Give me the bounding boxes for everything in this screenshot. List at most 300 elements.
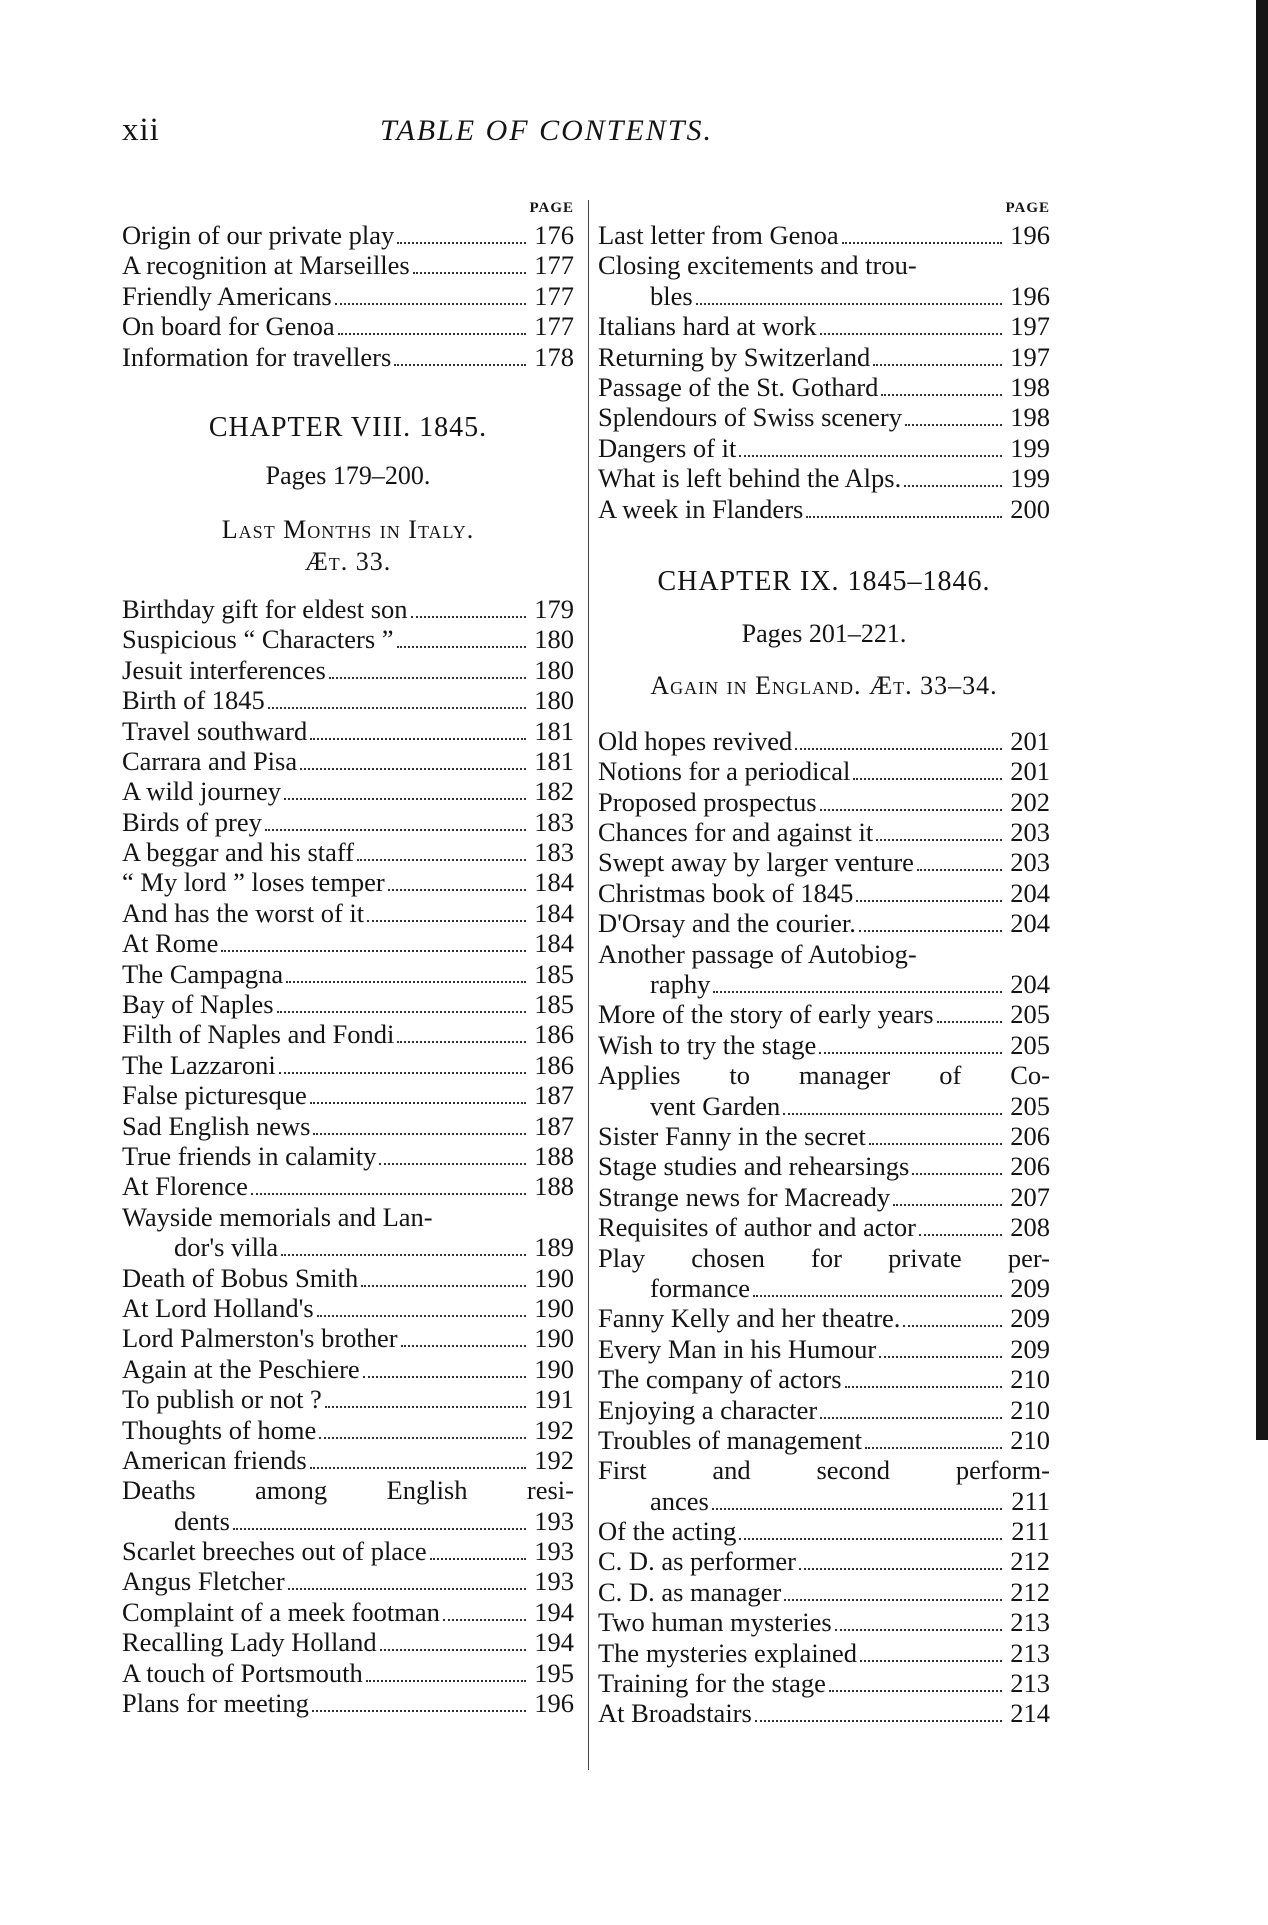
leader-dots (329, 677, 526, 679)
toc-entry (598, 1638, 1050, 1668)
entry-title: Angus Fletcher (122, 1566, 285, 1597)
leader-dots (739, 1538, 1002, 1540)
entry-title: Italians hard at work (598, 311, 817, 342)
entry-page: 196 (1010, 220, 1050, 250)
entry-page: 180 (534, 624, 574, 655)
toc-entry (122, 1111, 574, 1141)
entry-title: Travel southward (122, 715, 308, 746)
toc-entry (122, 655, 574, 685)
toc-list (598, 311, 1050, 524)
toc-entry (598, 1577, 1050, 1607)
leader-dots (394, 364, 526, 366)
toc-entry (122, 1019, 574, 1049)
spacer (122, 372, 574, 412)
toc-entry (122, 1688, 574, 1718)
entry-title: formance (650, 1272, 751, 1303)
chapter-subtitle: Again in England. Æt. 33–34. (650, 670, 998, 700)
toc-entry (598, 1121, 1050, 1151)
entry-page: 198 (1010, 402, 1050, 433)
leader-dots (388, 889, 526, 891)
entry-title: Plans for meeting (122, 1688, 309, 1719)
entry-title: A beggar and his staff (122, 837, 355, 868)
entry-page: 185 (534, 958, 574, 989)
toc-entry (122, 1627, 574, 1657)
leader-dots (865, 1447, 1002, 1449)
leader-dots (873, 364, 1002, 366)
entry-title: True friends in calamity (122, 1140, 377, 1171)
entry-page: 182 (534, 776, 574, 807)
entry-page: 184 (534, 867, 574, 898)
toc-entry (122, 1658, 574, 1688)
toc-entry (122, 1566, 574, 1596)
entry-page: 207 (1010, 1181, 1050, 1212)
entry-title: vent Garden (650, 1090, 781, 1121)
leader-dots (397, 1041, 526, 1043)
toc-entry (122, 989, 574, 1019)
entry-title: The Lazzaroni (122, 1049, 276, 1080)
toc-entry (598, 433, 1050, 463)
entry-page: 204 (1010, 969, 1050, 1000)
entry-page: 211 (1011, 1485, 1050, 1516)
leader-dots (313, 1133, 526, 1135)
toc-entry (122, 281, 574, 311)
entry-page: 201 (1010, 756, 1050, 787)
toc-entry (122, 807, 574, 837)
toc-entry (122, 594, 574, 624)
toc-entry (598, 1668, 1050, 1698)
entry-title: On board for Genoa (122, 311, 335, 342)
entry-page: 180 (534, 685, 574, 716)
toc-entry (598, 311, 1050, 341)
toc-entry (122, 1080, 574, 1110)
leader-dots (696, 303, 1002, 305)
toc-entry (122, 311, 574, 341)
entry-title: The mysteries explained (598, 1637, 858, 1668)
leader-dots (917, 869, 1002, 871)
entry-title: A wild journey (122, 776, 281, 807)
entry-title: Suspicious “ Characters ” (122, 624, 394, 655)
leader-dots (310, 1102, 526, 1104)
spacer (598, 650, 1050, 670)
entry-title: Requisites of author and actor (598, 1212, 916, 1243)
leader-dots (859, 930, 1002, 932)
toc-entry (598, 1395, 1050, 1425)
toc-entry (598, 787, 1050, 817)
entry-title: Enjoying a character (598, 1394, 818, 1425)
toc-entry (122, 898, 574, 928)
entry-page: 196 (534, 1688, 574, 1719)
entry-page: 193 (534, 1566, 574, 1597)
entry-title: Fanny Kelly and her theatre. (598, 1303, 901, 1334)
entry-title: Complaint of a meek footman (122, 1596, 440, 1627)
entry-page: 213 (1010, 1668, 1050, 1699)
toc-entry (122, 1323, 574, 1353)
toc-entry (122, 1597, 574, 1627)
toc-entry (598, 372, 1050, 402)
leader-dots (919, 1234, 1002, 1236)
leader-dots (380, 1649, 526, 1651)
entry-title: Notions for a periodical (598, 756, 851, 787)
toc-list (598, 1516, 1050, 1729)
entry-title: C. D. as performer (598, 1546, 796, 1577)
entry-title: Proposed prospectus (598, 786, 817, 817)
toc-entry (598, 281, 1050, 311)
entry-title: Every Man in his Humour (598, 1333, 877, 1364)
entry-title: Information for travellers (122, 341, 392, 372)
entry-page: 188 (534, 1171, 574, 1202)
entry-page: 197 (1010, 341, 1050, 372)
leader-dots (397, 646, 526, 648)
entry-title: Birth of 1845 (122, 685, 265, 716)
entry-page: 177 (534, 311, 574, 342)
entry-page: 210 (1010, 1424, 1050, 1455)
leader-dots (869, 1143, 1002, 1145)
leader-dots (397, 242, 526, 244)
leader-dots (335, 303, 526, 305)
entry-title: What is left behind the Alps. (598, 463, 902, 494)
entry-page: 205 (1010, 1029, 1050, 1060)
entry-page: 199 (1010, 432, 1050, 463)
leader-dots (325, 1406, 526, 1408)
toc-entry-wrap: Closing excitements and trou- (598, 250, 917, 281)
entry-page: 201 (1010, 725, 1050, 756)
entry-page: 188 (534, 1140, 574, 1171)
leader-dots (739, 455, 1002, 457)
entry-title: More of the story of early years (598, 999, 934, 1030)
entry-page: 187 (534, 1080, 574, 1111)
entry-title: Sister Fanny in the secret (598, 1120, 866, 1151)
toc-entry (122, 250, 574, 280)
leader-dots (300, 768, 526, 770)
entry-title: Swept away by larger venture (598, 847, 914, 878)
leader-dots (430, 1558, 526, 1560)
toc-list (598, 999, 1050, 1060)
toc-entry (598, 220, 1050, 250)
entry-page: 210 (1010, 1394, 1050, 1425)
entry-page: 204 (1010, 877, 1050, 908)
page-header (122, 112, 802, 152)
leader-dots (288, 1588, 526, 1590)
leader-dots (903, 1325, 1002, 1327)
entry-title: Origin of our private play (122, 220, 395, 250)
leader-dots (799, 1568, 1002, 1570)
leader-dots (784, 1599, 1002, 1601)
toc-entry (598, 1030, 1050, 1060)
leader-dots (755, 1720, 1002, 1722)
left-column (122, 200, 574, 1718)
entry-page: 194 (534, 1596, 574, 1627)
leader-dots (268, 707, 526, 709)
toc-entry (122, 1050, 574, 1080)
leader-dots (277, 1011, 526, 1013)
leader-dots (712, 1508, 1002, 1510)
toc-entry-wrap: Play chosen for private per- (598, 1242, 1050, 1273)
entry-page: 200 (1010, 493, 1050, 524)
entry-page: 208 (1010, 1212, 1050, 1243)
entry-title: Christmas book of 1845 (598, 877, 854, 908)
toc-list (122, 220, 574, 372)
entry-title: Friendly Americans (122, 280, 332, 311)
toc-entry (598, 402, 1050, 432)
page-column-label: PAGE (529, 200, 574, 216)
leader-dots (842, 242, 1002, 244)
toc-entry (598, 908, 1050, 938)
chapter-age: Æt. 33. (304, 546, 392, 576)
entry-page: 185 (534, 989, 574, 1020)
entry-title: Passage of the St. Gothard (598, 371, 879, 402)
entry-page: 196 (1010, 280, 1050, 311)
leader-dots (251, 1193, 526, 1195)
entry-title: ances (650, 1485, 709, 1516)
entry-title: bles (650, 280, 693, 311)
toc-entry (598, 1334, 1050, 1364)
leader-dots (860, 1660, 1002, 1662)
toc-entry (122, 1171, 574, 1201)
entry-title: Again at the Peschiere (122, 1353, 360, 1384)
right-column (598, 200, 1050, 1729)
toc-entry (598, 342, 1050, 372)
toc-entry-wrap: Deaths among English resi- (122, 1475, 574, 1506)
entry-title: Last letter from Genoa (598, 220, 839, 250)
leader-dots (312, 1710, 526, 1712)
toc-entry (598, 1182, 1050, 1212)
toc-entry (122, 624, 574, 654)
leader-dots (361, 1285, 526, 1287)
entry-page: 205 (1010, 1090, 1050, 1121)
toc-entry (598, 1091, 1050, 1121)
leader-dots (893, 1204, 1002, 1206)
toc-entry (122, 716, 574, 746)
entry-title: Chances for and against it (598, 817, 874, 848)
entry-page: 206 (1010, 1120, 1050, 1151)
entry-page: 183 (534, 806, 574, 837)
leader-dots (367, 920, 526, 922)
leader-dots (783, 1113, 1002, 1115)
leader-dots (443, 1619, 526, 1621)
toc-entry (598, 1698, 1050, 1728)
toc-entry (598, 1607, 1050, 1637)
leader-dots (819, 1052, 1002, 1054)
entry-page: 209 (1010, 1303, 1050, 1334)
entry-title: Jesuit interferences (122, 654, 326, 685)
entry-page: 212 (1010, 1546, 1050, 1577)
entry-page: 190 (534, 1262, 574, 1293)
leader-dots (845, 1386, 1002, 1388)
toc-entry (122, 928, 574, 958)
entry-title: To publish or not ? (122, 1384, 322, 1415)
leader-dots (310, 738, 526, 740)
entry-title: raphy (650, 969, 711, 1000)
toc-entry (122, 1445, 574, 1475)
entry-page: 192 (534, 1414, 574, 1445)
toc-entry (598, 1273, 1050, 1303)
entry-title: Training for the stage (598, 1668, 826, 1699)
entry-page: 205 (1010, 999, 1050, 1030)
leader-dots (856, 900, 1002, 902)
toc-list (122, 1263, 574, 1476)
toc-entry (598, 463, 1050, 493)
leader-dots (806, 516, 1002, 518)
entry-page: 177 (534, 280, 574, 311)
page-column-label: PAGE (1005, 200, 1050, 216)
leader-dots (363, 1376, 526, 1378)
entry-page: 190 (534, 1323, 574, 1354)
toc-entry (598, 726, 1050, 756)
toc-entry (598, 878, 1050, 908)
entry-title: “ My lord ” loses temper (122, 867, 385, 898)
entry-page: 177 (534, 250, 574, 281)
leader-dots (853, 778, 1002, 780)
entry-page: 192 (534, 1444, 574, 1475)
leader-dots (284, 798, 526, 800)
entry-title: Returning by Switzerland (598, 341, 871, 372)
entry-title: Dangers of it (598, 432, 737, 463)
toc-entry (598, 1486, 1050, 1516)
entry-title: A week in Flanders (598, 493, 804, 524)
entry-page: 186 (534, 1019, 574, 1050)
toc-entry (122, 685, 574, 715)
entry-title: At Rome (122, 928, 219, 959)
entry-page: 209 (1010, 1272, 1050, 1303)
entry-title: Wish to try the stage (598, 1029, 817, 1060)
leader-dots (401, 1345, 526, 1347)
entry-page: 198 (1010, 371, 1050, 402)
entry-title: Troubles of management (598, 1424, 862, 1455)
leader-dots (286, 981, 526, 983)
toc-entry (598, 847, 1050, 877)
chapter-pages: Pages 201–221. (741, 618, 907, 648)
entry-title: C. D. as manager (598, 1576, 782, 1607)
leader-dots (281, 1254, 526, 1256)
entry-title: At Lord Holland's (122, 1292, 314, 1323)
leader-dots (357, 859, 526, 861)
entry-title: D'Orsay and the courier. (598, 908, 856, 939)
entry-title: Old hopes revived (598, 725, 793, 756)
toc-entry-wrap: Wayside memorials and Lan- (122, 1201, 433, 1232)
entry-page: 212 (1010, 1576, 1050, 1607)
entry-page: 202 (1010, 786, 1050, 817)
entry-page: 213 (1010, 1607, 1050, 1638)
toc-entry (598, 1303, 1050, 1333)
entry-page: 178 (534, 341, 574, 372)
leader-dots (820, 333, 1002, 335)
spacer (122, 492, 574, 514)
chapter-heading: CHAPTER IX. 1845–1846. (657, 565, 991, 597)
entry-page: 199 (1010, 463, 1050, 494)
leader-dots (820, 809, 1002, 811)
entry-title: Of the acting (598, 1516, 737, 1547)
leader-dots (279, 1072, 526, 1074)
entry-page: 210 (1010, 1364, 1050, 1395)
toc-entry (122, 1506, 574, 1536)
entry-title: The Campagna (122, 958, 284, 989)
entry-title: Splendours of Swiss scenery (598, 402, 902, 433)
entry-title: dor's villa (174, 1232, 279, 1263)
chapter-subtitle: Last Months in Italy. (221, 514, 475, 544)
entry-page: 179 (534, 593, 574, 624)
toc-entry (122, 1384, 574, 1414)
entry-page: 211 (1011, 1516, 1050, 1547)
toc-entry (598, 1546, 1050, 1576)
toc-entry (122, 776, 574, 806)
entry-title: Sad English news (122, 1110, 311, 1141)
entry-page: 197 (1010, 311, 1050, 342)
entry-page: 189 (534, 1232, 574, 1263)
toc-list (598, 1121, 1050, 1243)
spacer (598, 598, 1050, 618)
entry-title: A recognition at Marseilles (122, 250, 410, 281)
leader-dots (905, 424, 1002, 426)
entry-page: 187 (534, 1110, 574, 1141)
leader-dots (233, 1528, 526, 1530)
entry-page: 190 (534, 1353, 574, 1384)
toc-list (122, 594, 574, 1202)
leader-dots (795, 748, 1002, 750)
entry-title: Birds of prey (122, 806, 262, 837)
entry-page: 181 (534, 745, 574, 776)
toc-entry (598, 1151, 1050, 1181)
toc-list (598, 726, 1050, 939)
leader-dots (411, 616, 526, 618)
toc-entry (122, 746, 574, 776)
leader-dots (317, 1315, 526, 1317)
toc-entry (122, 959, 574, 989)
toc-entry (122, 867, 574, 897)
leader-dots (876, 839, 1002, 841)
entry-title: Death of Bobus Smith (122, 1262, 359, 1293)
entry-page: 204 (1010, 908, 1050, 939)
running-title: TABLE OF CONTENTS. (380, 114, 713, 147)
spacer (598, 524, 1050, 566)
spacer (598, 702, 1050, 726)
toc-entry (598, 1425, 1050, 1455)
leader-dots (820, 1417, 1002, 1419)
entry-title: Stage studies and rehearsings (598, 1151, 910, 1182)
entry-title: Thoughts of home (122, 1414, 317, 1445)
entry-title: dents (174, 1505, 230, 1536)
toc-entry (598, 494, 1050, 524)
toc-entry (122, 220, 574, 250)
toc-entry (122, 1141, 574, 1171)
leader-dots (912, 1173, 1002, 1175)
entry-page: 190 (534, 1292, 574, 1323)
toc-entry (598, 1212, 1050, 1242)
entry-title: False picturesque (122, 1080, 307, 1111)
toc-entry-wrap: Applies to manager of Co- (598, 1060, 1050, 1091)
leader-dots (310, 1467, 526, 1469)
spacer (122, 444, 574, 460)
entry-title: The company of actors (598, 1364, 842, 1395)
entry-page: 194 (534, 1627, 574, 1658)
entry-page: 213 (1010, 1637, 1050, 1668)
leader-dots (413, 272, 526, 274)
entry-page: 176 (534, 220, 574, 250)
entry-title: Bay of Naples (122, 989, 274, 1020)
toc-entry (122, 1293, 574, 1323)
entry-title: Birthday gift for eldest son (122, 593, 408, 624)
leader-dots (713, 991, 1002, 993)
entry-page: 193 (534, 1536, 574, 1567)
entry-page: 203 (1010, 817, 1050, 848)
entry-page: 195 (534, 1657, 574, 1688)
entry-title: At Florence (122, 1171, 248, 1202)
page-edge (1256, 0, 1268, 1440)
toc-entry (598, 999, 1050, 1029)
leader-dots (366, 1680, 526, 1682)
entry-title: American friends (122, 1444, 307, 1475)
leader-dots (319, 1437, 526, 1439)
toc-entry (122, 837, 574, 867)
